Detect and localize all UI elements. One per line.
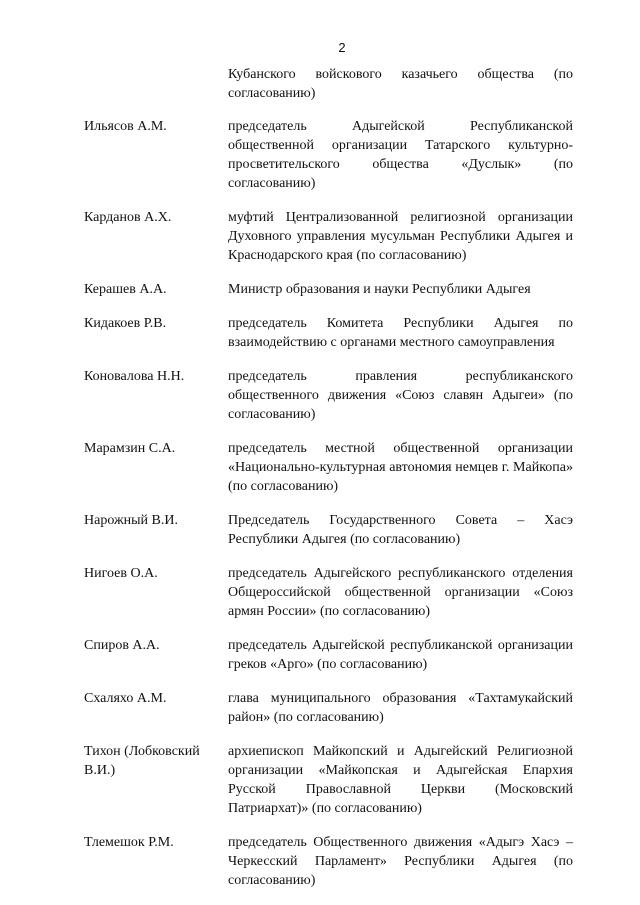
- list-item: [0, 636, 640, 674]
- member-name: Спиров А.А.: [84, 638, 160, 653]
- member-name: Схаляхо А.М.: [84, 691, 167, 706]
- list-item: [0, 564, 640, 621]
- member-name-text: Тихон (Лобковский В.И.): [84, 744, 200, 778]
- list-item: [0, 742, 640, 818]
- member-name: Тлемешок Р.М.: [84, 835, 174, 850]
- member-name: Нарожный В.И.: [84, 513, 178, 528]
- member-position: архиепископ Майкопский и Адыгейский Религиозной организации «Майкопская и Адыгейская Епархия Русской Православной Церкви (Московский Патриархат)» (по согласованию): [228, 744, 573, 816]
- member-name: Ильясов А.М.: [84, 119, 167, 134]
- list-item: [0, 280, 640, 299]
- member-list: [0, 117, 640, 905]
- member-position: председатель Общественного движения «Адыгэ Хасэ – Черкесский Парламент» Республики Адыгея (по согласованию): [228, 835, 573, 888]
- member-position: председатель Адыгейского республиканского отделения Общероссийской общественной организации «Союз армян России» (по согласованию): [228, 566, 573, 619]
- member-position: муфтий Централизованной религиозной организации Духовного управления мусульман Республики Адыгея и Краснодарского края (по согласованию): [228, 210, 573, 263]
- member-name: Нигоев О.А.: [84, 566, 158, 581]
- member-position: Председатель Государственного Совета – Хасэ Республики Адыгея (по согласованию): [228, 513, 573, 547]
- list-item: [0, 208, 640, 265]
- member-name: Кидакоев Р.В.: [84, 316, 167, 331]
- list-item: [0, 439, 640, 496]
- member-position: Министр образования и науки Республики Адыгея: [228, 282, 531, 297]
- list-item: [0, 833, 640, 890]
- list-item: [0, 117, 640, 193]
- member-name: Марамзин С.А.: [84, 441, 176, 456]
- member-name: Коновалова Н.Н.: [84, 369, 185, 384]
- member-name: Керашев А.А.: [84, 282, 167, 297]
- member-position: председатель Комитета Республики Адыгея по взаимодействию с органами местного самоуправления: [228, 316, 573, 350]
- member-name: Карданов А.Х.: [84, 210, 172, 225]
- list-item: [0, 367, 640, 424]
- member-position: глава муниципального образования «Тахтамукайский район» (по согласованию): [228, 691, 573, 725]
- member-position: председатель правления республиканского общественного движения «Союз славян Адыгеи» (по согласованию): [228, 369, 573, 422]
- member-position: председатель Адыгейской республиканской организации греков «Арго» (по согласованию): [228, 638, 573, 672]
- member-position: председатель Адыгейской Республиканской общественной организации Татарского культурно-просветительского общества «Дуслык» (по согласованию): [228, 119, 573, 191]
- continuation-text: Кубанского войскового казачьего общества (по согласованию): [228, 67, 573, 101]
- list-item: [0, 511, 640, 549]
- list-item: [0, 314, 640, 352]
- list-item: [0, 689, 640, 727]
- page-number: 2: [338, 40, 346, 55]
- member-name: [84, 742, 214, 818]
- member-position: председатель местной общественной организации «Национально-культурная автономия немцев г. Майкопа» (по согласованию): [228, 441, 573, 494]
